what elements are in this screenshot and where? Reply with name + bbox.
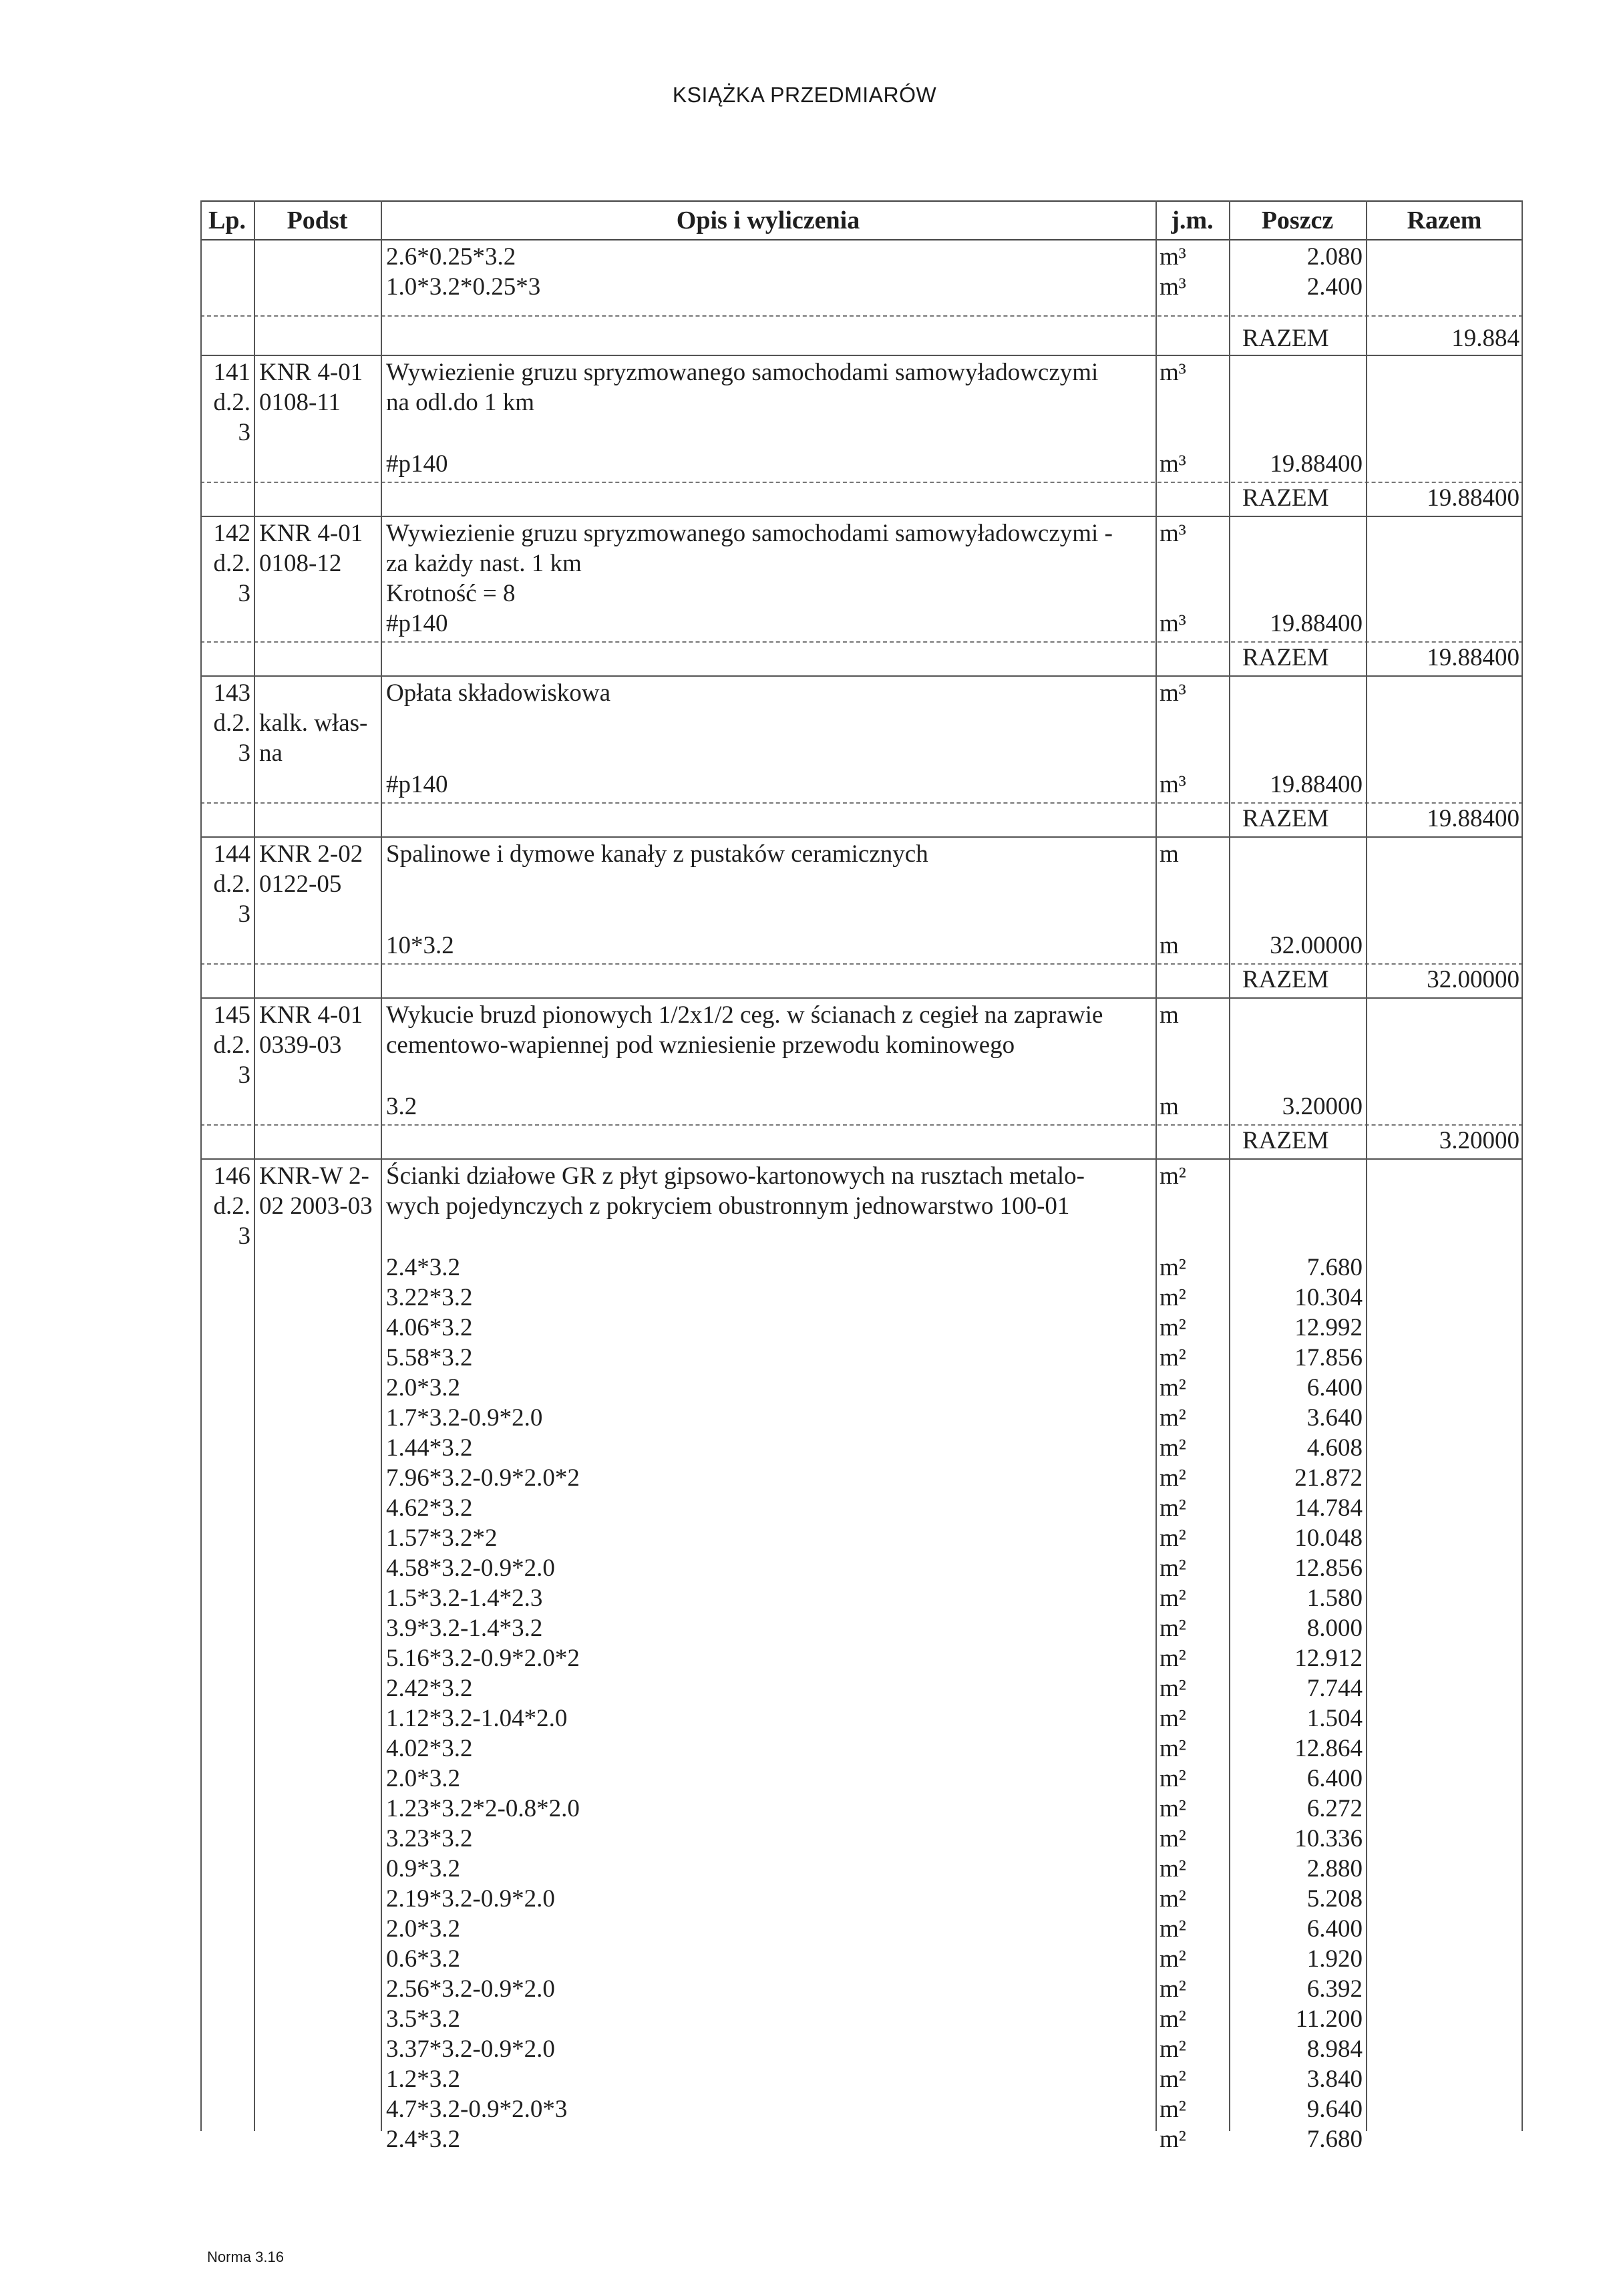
unit-cell: m²	[1159, 1344, 1186, 1371]
unit-cell: m²	[1159, 1825, 1186, 1852]
unit-cell: m²	[1159, 1494, 1186, 1522]
unit-cell: m²	[1159, 1404, 1186, 1432]
partial-value: 12.864	[1294, 1735, 1363, 1762]
partial-value: 12.992	[1294, 1314, 1363, 1341]
razem-value: 19.88400	[1427, 644, 1519, 671]
partial-value: 7.744	[1306, 1675, 1363, 1702]
razem-value: 32.00000	[1427, 966, 1519, 993]
calc-expression: 4.62*3.2	[386, 1494, 473, 1522]
row-divider	[200, 675, 1523, 677]
column-separator	[1366, 200, 1367, 2131]
calc-expression: 4.02*3.2	[386, 1735, 473, 1762]
unit-cell: m²	[1159, 1585, 1186, 1612]
row-divider	[200, 1158, 1523, 1160]
unit-cell: m²	[1159, 1855, 1186, 1882]
unit-cell: m²	[1159, 1735, 1186, 1762]
column-separator	[1155, 200, 1157, 2131]
unit-cell: m³	[1159, 450, 1186, 478]
unit-cell: m²	[1159, 1314, 1186, 1341]
unit-cell: m²	[1159, 1464, 1186, 1492]
partial-value: 4.608	[1306, 1434, 1363, 1462]
row-divider	[200, 315, 1523, 317]
item-description: Krotność = 8	[386, 580, 516, 607]
calc-expression: 10*3.2	[386, 932, 454, 959]
calc-expression: 4.7*3.2-0.9*2.0*3	[386, 2096, 568, 2123]
partial-value: 6.392	[1306, 1975, 1363, 2003]
unit-cell: m²	[1159, 1554, 1186, 1582]
partial-value: 9.640	[1306, 2096, 1363, 2123]
calc-expression: 3.5*3.2	[386, 2005, 460, 2033]
partial-value: 6.400	[1306, 1915, 1363, 1943]
partial-value: 6.272	[1306, 1795, 1363, 1822]
calc-expression: 2.19*3.2-0.9*2.0	[386, 1885, 555, 1913]
item-lp: 3	[238, 900, 250, 928]
calc-expression: 3.9*3.2-1.4*3.2	[386, 1615, 543, 1642]
razem-value: 19.88400	[1427, 484, 1519, 512]
item-lp: 146	[213, 1162, 250, 1190]
item-lp: d.2.	[213, 389, 250, 416]
item-lp: 3	[238, 740, 250, 767]
calc-expression: 1.44*3.2	[386, 1434, 473, 1462]
item-description: Wywiezienie gruzu spryzmowanego samochodami samowyładowczymi	[386, 359, 1099, 386]
item-basis: KNR-W 2-	[259, 1162, 369, 1190]
column-separator	[1522, 200, 1523, 2131]
column-separator	[254, 200, 255, 2131]
item-basis: KNR 4-01	[259, 359, 363, 386]
calc-expression: #p140	[386, 450, 448, 478]
item-description: wych pojedynczych z pokryciem obustronnym jednowarstwo 100-01	[386, 1192, 1070, 1220]
footer-text: Norma 3.16	[207, 2249, 284, 2265]
partial-value: 14.784	[1294, 1494, 1363, 1522]
unit-cell: m²	[1159, 1254, 1186, 1281]
unit-cell: m	[1159, 932, 1179, 959]
partial-value: 3.20000	[1282, 1093, 1363, 1120]
item-lp: 141	[213, 359, 250, 386]
partial-value: 1.920	[1306, 1945, 1363, 1973]
item-unit: m	[1159, 840, 1179, 868]
item-unit: m³	[1159, 359, 1186, 386]
item-lp: 143	[213, 679, 250, 707]
unit-cell: m	[1159, 1093, 1179, 1120]
unit-cell: m²	[1159, 2126, 1186, 2153]
partial-value: 6.400	[1306, 1374, 1363, 1402]
calc-expression: 1.23*3.2*2-0.8*2.0	[386, 1795, 580, 1822]
calc-expression: 0.6*3.2	[386, 1945, 460, 1973]
partial-value: 1.580	[1306, 1585, 1363, 1612]
partial-value: 19.88400	[1270, 450, 1363, 478]
item-lp: 144	[213, 840, 250, 868]
partial-value: 12.856	[1294, 1554, 1363, 1582]
item-basis: KNR 2-02	[259, 840, 363, 868]
item-description: Opłata składowiskowa	[386, 679, 611, 707]
unit-cell: m²	[1159, 1434, 1186, 1462]
calc-expression: 2.0*3.2	[386, 1915, 460, 1943]
unit-cell: m²	[1159, 1885, 1186, 1913]
razem-label: RAZEM	[1242, 644, 1329, 671]
razem-value: 19.884	[1451, 325, 1519, 352]
calc-expression: 2.0*3.2	[386, 1765, 460, 1792]
partial-value: 19.88400	[1270, 610, 1363, 637]
unit-cell: m³	[1159, 243, 1186, 271]
calc-expression: 2.42*3.2	[386, 1675, 473, 1702]
calc-expression: 4.58*3.2-0.9*2.0	[386, 1554, 555, 1582]
item-basis: KNR 4-01	[259, 520, 363, 547]
item-unit: m³	[1159, 679, 1186, 707]
column-header-razem: Razem	[1407, 206, 1482, 234]
unit-cell: m²	[1159, 2096, 1186, 2123]
partial-value: 19.88400	[1270, 771, 1363, 798]
partial-value: 10.048	[1294, 1524, 1363, 1552]
unit-cell: m²	[1159, 1975, 1186, 2003]
calc-expression: #p140	[386, 610, 448, 637]
item-lp: d.2.	[213, 550, 250, 577]
column-header-jm: j.m.	[1171, 206, 1214, 234]
row-divider	[200, 836, 1523, 838]
unit-cell: m²	[1159, 2035, 1186, 2063]
unit-cell: m²	[1159, 1675, 1186, 1702]
razem-value: 3.20000	[1439, 1127, 1519, 1154]
partial-value: 11.200	[1295, 2005, 1363, 2033]
calc-expression: 7.96*3.2-0.9*2.0*2	[386, 1464, 580, 1492]
unit-cell: m²	[1159, 1645, 1186, 1672]
calc-expression: 1.0*3.2*0.25*3	[386, 273, 541, 301]
calc-expression: 2.0*3.2	[386, 1374, 460, 1402]
calc-expression: 5.58*3.2	[386, 1344, 473, 1371]
razem-label: RAZEM	[1242, 484, 1329, 512]
item-basis: kalk. włas-	[259, 709, 368, 737]
razem-value: 19.88400	[1427, 805, 1519, 832]
item-basis	[259, 678, 386, 708]
page-title: KSIĄŻKA PRZEDMIARÓW	[672, 83, 937, 107]
partial-value: 3.840	[1306, 2066, 1363, 2093]
partial-value: 1.504	[1306, 1705, 1363, 1732]
partial-value: 6.400	[1306, 1765, 1363, 1792]
razem-label: RAZEM	[1242, 966, 1329, 993]
item-lp: d.2.	[213, 709, 250, 737]
row-divider	[200, 516, 1523, 517]
item-lp: 3	[238, 580, 250, 607]
calc-expression: 1.7*3.2-0.9*2.0	[386, 1404, 543, 1432]
unit-cell: m²	[1159, 1524, 1186, 1552]
item-basis: na	[259, 740, 283, 767]
partial-value: 10.336	[1294, 1825, 1363, 1852]
unit-cell: m²	[1159, 1945, 1186, 1973]
calc-expression: #p140	[386, 771, 448, 798]
item-basis: 02 2003-03	[259, 1192, 373, 1220]
calc-expression: 1.12*3.2-1.04*2.0	[386, 1705, 568, 1732]
partial-value: 10.304	[1294, 1284, 1363, 1311]
row-divider	[200, 997, 1523, 999]
item-unit: m²	[1159, 1162, 1186, 1190]
item-basis: 0108-12	[259, 550, 342, 577]
item-lp: 142	[213, 520, 250, 547]
razem-label: RAZEM	[1242, 325, 1329, 352]
unit-cell: m³	[1159, 771, 1186, 798]
item-lp: 3	[238, 1222, 250, 1250]
item-lp: d.2.	[213, 870, 250, 898]
partial-value: 8.984	[1306, 2035, 1363, 2063]
unit-cell: m²	[1159, 1795, 1186, 1822]
item-description: za każdy nast. 1 km	[386, 550, 582, 577]
item-description: cementowo-wapiennej pod wzniesienie przewodu kominowego	[386, 1031, 1015, 1059]
column-separator	[200, 200, 202, 2131]
calc-expression: 3.37*3.2-0.9*2.0	[386, 2035, 555, 2063]
item-description: Wykucie bruzd pionowych 1/2x1/2 ceg. w ścianach z cegieł na zaprawie	[386, 1001, 1103, 1029]
column-separator	[1229, 200, 1230, 2131]
partial-value: 17.856	[1294, 1344, 1363, 1371]
unit-cell: m²	[1159, 1374, 1186, 1402]
item-lp: d.2.	[213, 1031, 250, 1059]
calc-expression: 2.4*3.2	[386, 2126, 460, 2153]
calc-expression: 0.9*3.2	[386, 1855, 460, 1882]
calc-expression: 3.2	[386, 1093, 417, 1120]
unit-cell: m²	[1159, 1284, 1186, 1311]
item-unit: m	[1159, 1001, 1179, 1029]
item-description: Ścianki działowe GR z płyt gipsowo-kartonowych na rusztach metalo-	[386, 1162, 1085, 1190]
item-basis: 0122-05	[259, 870, 342, 898]
column-separator	[381, 200, 382, 2131]
partial-value: 3.640	[1306, 1404, 1363, 1432]
column-header-lp: Lp.	[208, 206, 246, 234]
item-lp: 3	[238, 1061, 250, 1089]
item-lp: 145	[213, 1001, 250, 1029]
razem-label: RAZEM	[1242, 805, 1329, 832]
item-basis: KNR 4-01	[259, 1001, 363, 1029]
partial-value: 2.080	[1306, 243, 1363, 271]
item-description: Wywiezienie gruzu spryzmowanego samochodami samowyładowczymi -	[386, 520, 1113, 547]
calc-expression: 1.5*3.2-1.4*2.3	[386, 1585, 543, 1612]
calc-expression: 1.57*3.2*2	[386, 1524, 498, 1552]
partial-value: 32.00000	[1270, 932, 1363, 959]
partial-value: 7.680	[1306, 1254, 1363, 1281]
partial-value: 8.000	[1306, 1615, 1363, 1642]
calc-expression: 3.22*3.2	[386, 1284, 473, 1311]
unit-cell: m³	[1159, 610, 1186, 637]
calc-expression: 4.06*3.2	[386, 1314, 473, 1341]
unit-cell: m³	[1159, 273, 1186, 301]
calc-expression: 2.56*3.2-0.9*2.0	[386, 1975, 555, 2003]
calc-expression: 1.2*3.2	[386, 2066, 460, 2093]
item-basis: 0108-11	[259, 389, 341, 416]
partial-value: 21.872	[1294, 1464, 1363, 1492]
item-lp: 3	[238, 419, 250, 446]
table-header	[200, 200, 1523, 240]
row-divider	[200, 355, 1523, 356]
unit-cell: m²	[1159, 2066, 1186, 2093]
partial-value: 12.912	[1294, 1645, 1363, 1672]
calc-expression: 5.16*3.2-0.9*2.0*2	[386, 1645, 580, 1672]
item-description: Spalinowe i dymowe kanały z pustaków ceramicznych	[386, 840, 928, 868]
unit-cell: m²	[1159, 1615, 1186, 1642]
column-header-podst: Podst	[287, 206, 348, 234]
unit-cell: m²	[1159, 1915, 1186, 1943]
partial-value: 2.400	[1306, 273, 1363, 301]
column-header-opis: Opis i wyliczenia	[676, 206, 860, 234]
partial-value: 2.880	[1306, 1855, 1363, 1882]
partial-value: 7.680	[1306, 2126, 1363, 2153]
calc-expression: 2.6*0.25*3.2	[386, 243, 516, 271]
item-description: na odl.do 1 km	[386, 389, 534, 416]
unit-cell: m²	[1159, 1765, 1186, 1792]
calc-expression: 2.4*3.2	[386, 1254, 460, 1281]
unit-cell: m²	[1159, 2005, 1186, 2033]
partial-value: 5.208	[1306, 1885, 1363, 1913]
calc-expression: 3.23*3.2	[386, 1825, 473, 1852]
item-basis: 0339-03	[259, 1031, 342, 1059]
column-header-poszcz: Poszcz	[1261, 206, 1334, 234]
item-unit: m³	[1159, 520, 1186, 547]
item-lp: d.2.	[213, 1192, 250, 1220]
unit-cell: m²	[1159, 1705, 1186, 1732]
bill-of-quantities-table	[200, 200, 1523, 2153]
razem-label: RAZEM	[1242, 1127, 1329, 1154]
